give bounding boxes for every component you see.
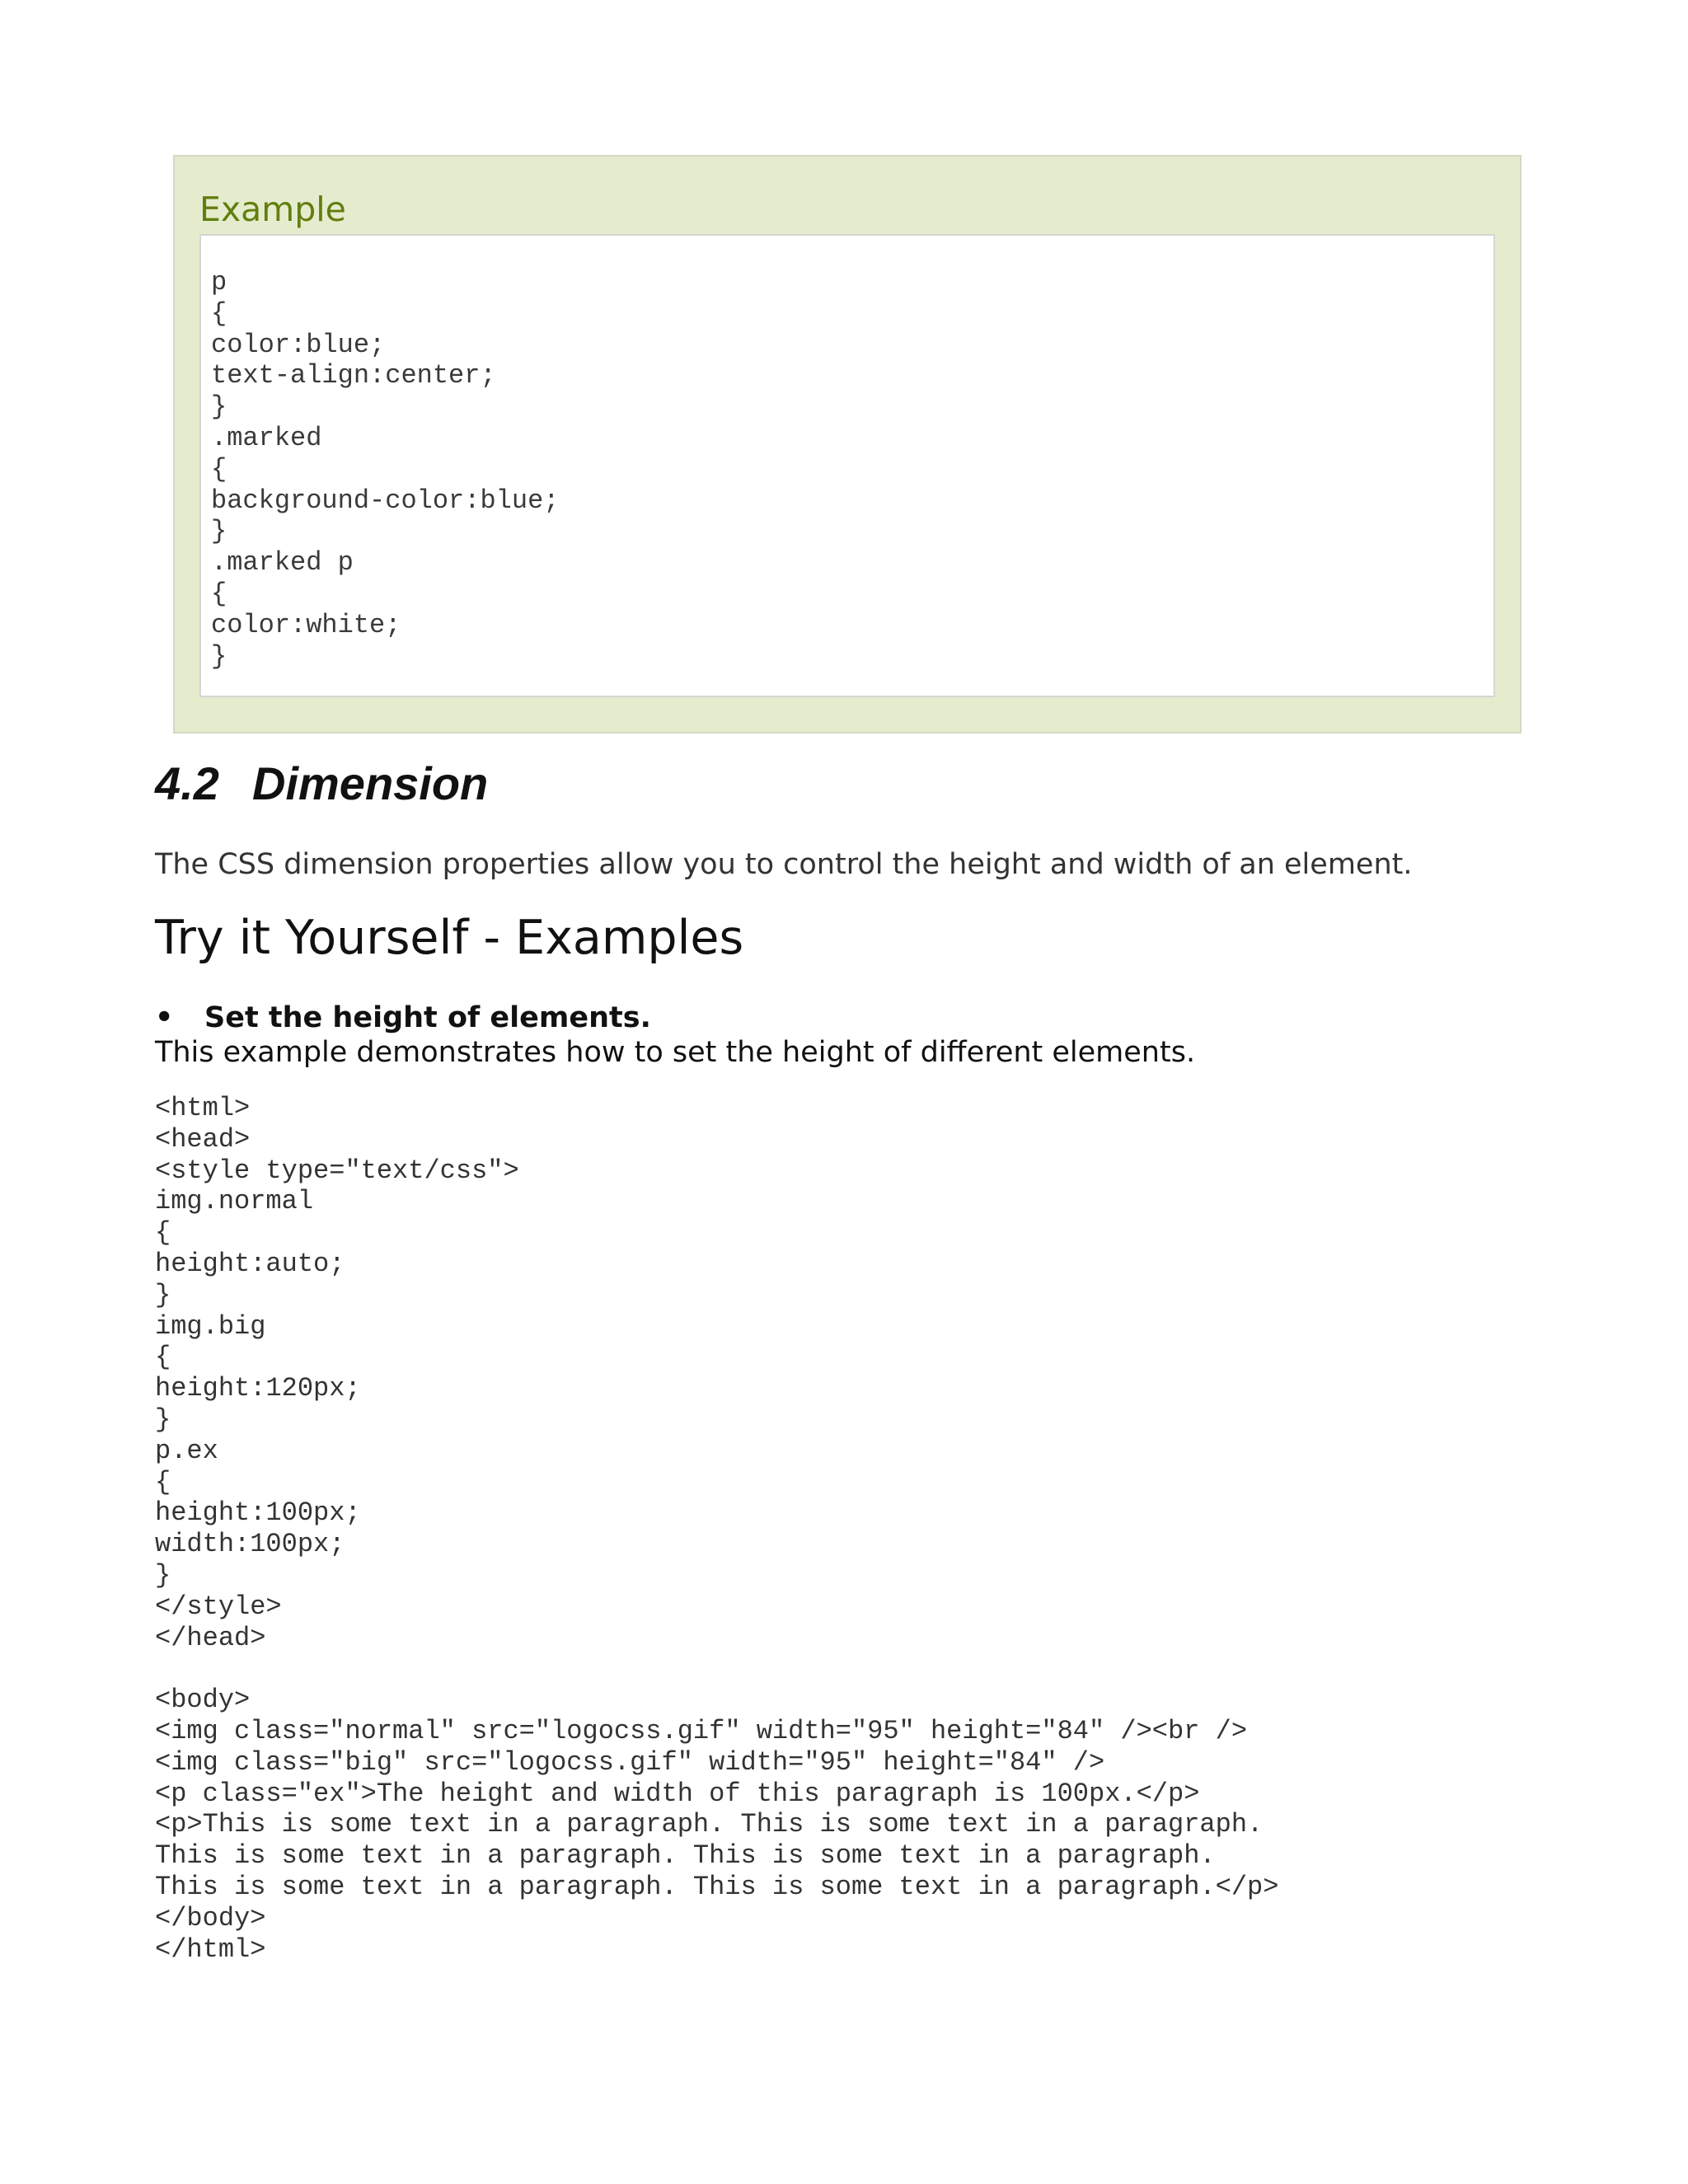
- examples-heading: Try it Yourself - Examples: [155, 911, 744, 965]
- bullet-icon: •: [155, 1001, 174, 1034]
- section-heading: [155, 757, 489, 809]
- example-box: [173, 155, 1522, 733]
- section-intro: The CSS dimension properties allow you to control the height and width of an element.: [155, 848, 1413, 881]
- example-title: Example: [199, 190, 346, 229]
- example-list-item: [155, 1001, 651, 1035]
- example-code-panel: [199, 234, 1495, 697]
- section-number: 4.2: [155, 757, 219, 809]
- example-item-description: This example demonstrates how to set the height of different elements.: [155, 1036, 1196, 1069]
- section-title: Dimension: [252, 757, 489, 809]
- example-code-listing: <html> <head> <style type="text/css"> img.normal { height:auto; } img.big { height:120px; } p.ex { height:100px; width:100px; } </style> </head> <body> <img class="normal" src="logocss.gif" width="95" height="84" /><br /> <img class="big" src="logocss.gif" width="95" height="84" /> <p class="ex">The height and width of this paragraph is 100px.</p> <p>This is some text in a paragraph. This is some text in a paragraph. This is some text in a paragraph. This is some text in a paragraph. This is some text in a paragraph. This is some text in a paragraph.</p> </body> </html>: [155, 1093, 1279, 1965]
- example-code: p { color:blue; text-align:center; } .marked { background-color:blue; } .marked p { color:white; }: [211, 267, 560, 672]
- example-item-label: Set the height of elements.: [204, 1001, 651, 1034]
